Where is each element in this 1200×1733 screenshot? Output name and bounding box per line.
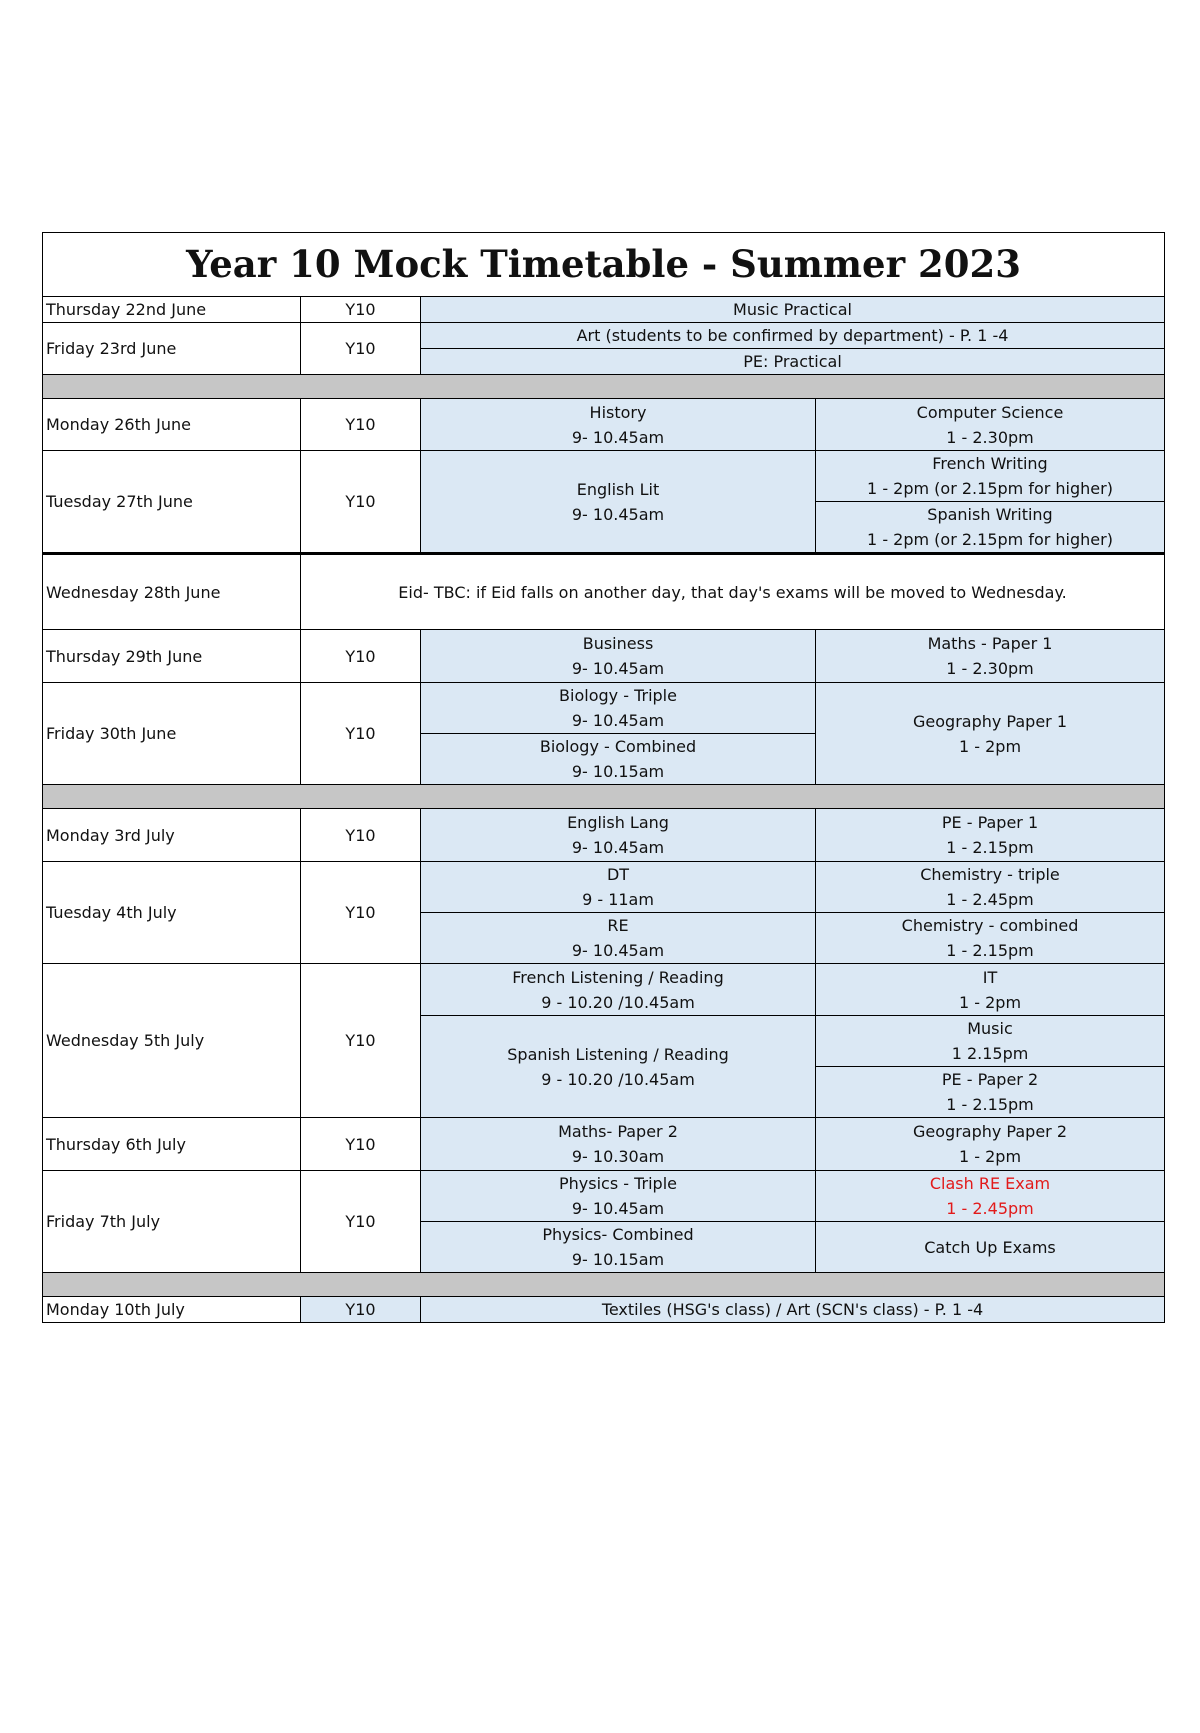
day-cell: Thursday 22nd June xyxy=(43,297,301,323)
day-cell: Monday 10th July xyxy=(43,1297,301,1323)
afternoon-exam-cell: Maths - Paper 1 1 - 2.30pm xyxy=(816,630,1165,683)
year-cell: Y10 xyxy=(301,683,421,785)
afternoon-exam-cell: Geography Paper 2 1 - 2pm xyxy=(816,1118,1165,1171)
table-row xyxy=(43,1118,1165,1171)
title-row xyxy=(43,233,1165,297)
year-cell: Y10 xyxy=(301,1171,421,1273)
morning-exam-cell: Physics - Triple 9- 10.45am xyxy=(421,1171,816,1222)
table-row xyxy=(43,1171,1165,1222)
morning-exam-cell: DT 9 - 11am xyxy=(421,862,816,913)
morning-exam-cell: English Lit 9- 10.45am xyxy=(421,451,816,554)
exam-cell: Music Practical xyxy=(421,297,1165,323)
note-cell: Eid- TBC: if Eid falls on another day, that day's exams will be moved to Wednesday. xyxy=(301,554,1165,630)
afternoon-exam-cell: Spanish Writing 1 - 2pm (or 2.15pm for higher) xyxy=(816,502,1165,554)
day-cell: Thursday 6th July xyxy=(43,1118,301,1171)
separator-cell xyxy=(43,375,1165,399)
morning-exam-cell: RE 9- 10.45am xyxy=(421,913,816,964)
afternoon-exam-cell: PE - Paper 2 1 - 2.15pm xyxy=(816,1067,1165,1118)
year-cell: Y10 xyxy=(301,809,421,862)
afternoon-exam-cell: Chemistry - combined 1 - 2.15pm xyxy=(816,913,1165,964)
table-row xyxy=(43,683,1165,734)
afternoon-exam-cell: Catch Up Exams xyxy=(816,1222,1165,1273)
table-row xyxy=(43,323,1165,349)
separator-cell xyxy=(43,1273,1165,1297)
day-cell: Monday 26th June xyxy=(43,399,301,451)
week-separator xyxy=(43,1273,1165,1297)
morning-exam-cell: Spanish Listening / Reading 9 - 10.20 /10.45am xyxy=(421,1016,816,1118)
morning-exam-cell: Business 9- 10.45am xyxy=(421,630,816,683)
exam-cell: PE: Practical xyxy=(421,349,1165,375)
morning-exam-cell: Biology - Combined 9- 10.15am xyxy=(421,734,816,785)
table-row xyxy=(43,297,1165,323)
afternoon-exam-cell: Computer Science 1 - 2.30pm xyxy=(816,399,1165,451)
day-cell: Thursday 29th June xyxy=(43,630,301,683)
afternoon-exam-cell: French Writing 1 - 2pm (or 2.15pm for higher) xyxy=(816,451,1165,502)
year-cell: Y10 xyxy=(301,297,421,323)
day-cell: Wednesday 5th July xyxy=(43,964,301,1118)
afternoon-exam-cell: IT 1 - 2pm xyxy=(816,964,1165,1016)
year-cell: Y10 xyxy=(301,862,421,964)
table-row xyxy=(43,399,1165,451)
year-cell: Y10 xyxy=(301,964,421,1118)
afternoon-exam-cell: PE - Paper 1 1 - 2.15pm xyxy=(816,809,1165,862)
exam-cell: Art (students to be confirmed by department) - P. 1 -4 xyxy=(421,323,1165,349)
table-row xyxy=(43,451,1165,502)
clash-exam-cell: Clash RE Exam 1 - 2.45pm xyxy=(816,1171,1165,1222)
morning-exam-cell: Physics- Combined 9- 10.15am xyxy=(421,1222,816,1273)
year-cell: Y10 xyxy=(301,323,421,375)
year-cell: Y10 xyxy=(301,1118,421,1171)
table-row xyxy=(43,809,1165,862)
timetable xyxy=(42,232,1165,1323)
exam-cell: Textiles (HSG's class) / Art (SCN's class) - P. 1 -4 xyxy=(421,1297,1165,1323)
week-separator xyxy=(43,785,1165,809)
separator-cell xyxy=(43,785,1165,809)
year-cell: Y10 xyxy=(301,451,421,554)
morning-exam-cell: French Listening / Reading 9 - 10.20 /10.45am xyxy=(421,964,816,1016)
table-row xyxy=(43,964,1165,1016)
table-row xyxy=(43,1297,1165,1323)
year-cell: Y10 xyxy=(301,399,421,451)
day-cell: Friday 30th June xyxy=(43,683,301,785)
morning-exam-cell: History 9- 10.45am xyxy=(421,399,816,451)
day-cell: Tuesday 4th July xyxy=(43,862,301,964)
table-row xyxy=(43,630,1165,683)
week-separator xyxy=(43,375,1165,399)
morning-exam-cell: Biology - Triple 9- 10.45am xyxy=(421,683,816,734)
year-cell: Y10 xyxy=(301,630,421,683)
day-cell: Wednesday 28th June xyxy=(43,554,301,630)
year-cell: Y10 xyxy=(301,1297,421,1323)
morning-exam-cell: Maths- Paper 2 9- 10.30am xyxy=(421,1118,816,1171)
table-row xyxy=(43,862,1165,913)
day-cell: Friday 7th July xyxy=(43,1171,301,1273)
day-cell: Friday 23rd June xyxy=(43,323,301,375)
page-title: Year 10 Mock Timetable - Summer 2023 xyxy=(43,233,1165,297)
morning-exam-cell: English Lang 9- 10.45am xyxy=(421,809,816,862)
afternoon-exam-cell: Chemistry - triple 1 - 2.45pm xyxy=(816,862,1165,913)
day-cell: Monday 3rd July xyxy=(43,809,301,862)
table-row xyxy=(43,554,1165,630)
afternoon-exam-cell: Music 1 2.15pm xyxy=(816,1016,1165,1067)
afternoon-exam-cell: Geography Paper 1 1 - 2pm xyxy=(816,683,1165,785)
day-cell: Tuesday 27th June xyxy=(43,451,301,554)
